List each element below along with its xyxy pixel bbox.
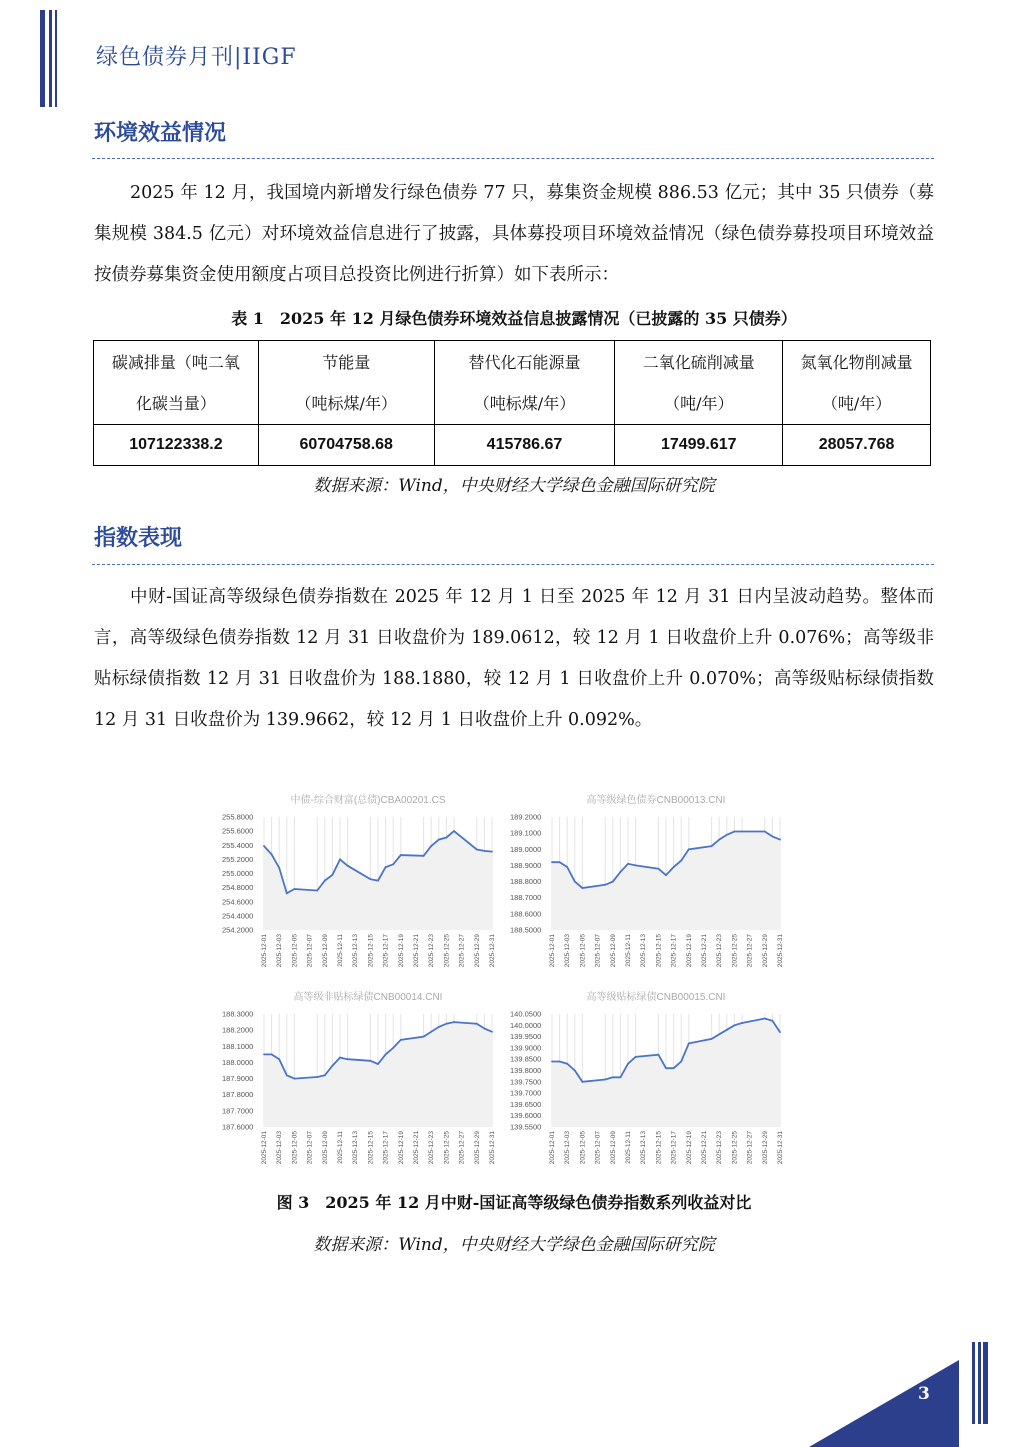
x-tick-label: 2025-12-07 xyxy=(306,934,314,968)
x-tick-label: 2025-12-19 xyxy=(397,1131,405,1165)
y-tick-label: 188.1000 xyxy=(222,1041,254,1051)
table-row xyxy=(94,425,931,466)
y-tick-label: 139.5500 xyxy=(510,1122,542,1132)
table-header-cell: 碳减排量（吨二氧 化碳当量） xyxy=(94,341,259,425)
data-point xyxy=(423,1036,425,1038)
data-point xyxy=(263,1053,265,1055)
data-point xyxy=(332,874,334,876)
x-tick-label: 2025-12-05 xyxy=(291,934,299,968)
data-point xyxy=(582,1081,584,1083)
x-tick-label: 2025-12-17 xyxy=(382,934,390,968)
data-point xyxy=(711,1038,713,1040)
x-tick-label: 2025-12-03 xyxy=(276,1131,284,1165)
data-point xyxy=(612,1076,614,1078)
x-tick-label: 2025-12-21 xyxy=(413,1131,420,1165)
data-point xyxy=(726,1029,728,1031)
x-tick-label: 2025-12-03 xyxy=(564,934,572,968)
data-point xyxy=(438,1026,440,1028)
data-point xyxy=(779,1031,781,1033)
x-tick-label: 2025-12-25 xyxy=(443,1131,451,1165)
data-point xyxy=(718,839,720,841)
section-divider xyxy=(92,564,934,565)
data-point xyxy=(741,831,743,833)
data-point xyxy=(559,861,561,863)
y-tick-label: 139.6500 xyxy=(510,1099,542,1109)
table-header-cell: 节能量 （吨标煤/年） xyxy=(258,341,434,425)
y-tick-label: 139.9500 xyxy=(510,1032,542,1042)
data-point xyxy=(271,1053,273,1055)
x-tick-label: 2025-12-31 xyxy=(777,1131,784,1165)
data-point xyxy=(718,1033,720,1035)
x-tick-label: 2025-12-07 xyxy=(306,1131,314,1165)
chart-cnb00013 xyxy=(508,790,790,985)
x-tick-label: 2025-12-31 xyxy=(489,934,496,968)
y-tick-label: 255.8000 xyxy=(222,812,254,822)
data-point xyxy=(476,849,478,851)
data-point xyxy=(430,1031,432,1033)
y-tick-label: 139.9000 xyxy=(510,1043,542,1053)
y-tick-label: 189.2000 xyxy=(510,812,542,822)
data-point xyxy=(316,890,318,892)
data-point xyxy=(779,839,781,841)
data-point xyxy=(263,845,265,847)
chart-title: 高等级贴标绿债CNB00015.CNI xyxy=(586,992,726,1003)
y-tick-label: 139.8500 xyxy=(510,1054,542,1064)
footer-corner-decoration xyxy=(809,1337,1024,1447)
data-point xyxy=(400,1039,402,1041)
x-tick-label: 2025-12-25 xyxy=(443,934,451,968)
x-tick-label: 2025-12-13 xyxy=(352,934,360,968)
table-cell: 60704758.68 xyxy=(258,425,434,466)
data-point xyxy=(551,1061,553,1063)
data-point xyxy=(582,887,584,889)
page-number: 3 xyxy=(918,1384,930,1404)
x-tick-label: 2025-12-19 xyxy=(685,1131,693,1165)
data-point xyxy=(484,1028,486,1030)
x-tick-label: 2025-12-01 xyxy=(549,1131,556,1165)
data-point xyxy=(726,834,728,836)
data-point xyxy=(377,880,379,882)
x-tick-label: 2025-12-29 xyxy=(761,934,769,968)
y-tick-label: 188.3000 xyxy=(222,1009,254,1019)
y-tick-label: 139.7000 xyxy=(510,1088,542,1098)
footer-bar xyxy=(978,1342,981,1424)
data-point xyxy=(339,1057,341,1059)
data-point xyxy=(566,866,568,868)
data-point xyxy=(377,1063,379,1065)
chart-title: 中债-综合财富(总债)CBA00201.CS xyxy=(290,795,446,806)
data-point xyxy=(612,881,614,883)
x-tick-label: 2025-12-17 xyxy=(670,934,678,968)
data-point xyxy=(764,1018,766,1020)
y-tick-label: 187.6000 xyxy=(222,1122,254,1132)
x-tick-label: 2025-12-29 xyxy=(761,1131,769,1165)
data-point xyxy=(278,1058,280,1060)
environment-benefit-table xyxy=(93,340,931,466)
data-point xyxy=(370,878,372,880)
data-point xyxy=(286,1074,288,1076)
x-tick-label: 2025-12-05 xyxy=(579,934,587,968)
x-tick-label: 2025-12-19 xyxy=(397,934,405,968)
figure-caption: 图 3 2025 年 12 月中财-国证高等级绿色债券指数系列收益对比 xyxy=(276,1193,752,1212)
y-tick-label: 188.7000 xyxy=(510,893,542,903)
x-tick-label: 2025-12-15 xyxy=(655,934,663,968)
data-point xyxy=(324,1074,326,1076)
data-point xyxy=(658,868,660,870)
y-tick-label: 254.4000 xyxy=(222,911,254,921)
x-tick-label: 2025-12-07 xyxy=(594,1131,602,1165)
x-tick-label: 2025-12-19 xyxy=(685,934,693,968)
y-tick-label: 139.8000 xyxy=(510,1066,542,1075)
data-point xyxy=(271,854,273,856)
y-tick-label: 188.5000 xyxy=(510,925,542,935)
chart-cnb00014 xyxy=(220,987,502,1182)
x-tick-label: 2025-12-23 xyxy=(428,934,436,968)
x-tick-label: 2025-12-11 xyxy=(625,1131,632,1164)
x-tick-label: 2025-12-09 xyxy=(321,1131,329,1165)
data-point xyxy=(385,1053,387,1055)
x-tick-label: 2025-12-25 xyxy=(731,1131,739,1165)
x-tick-label: 2025-12-23 xyxy=(428,1131,436,1165)
data-point xyxy=(635,865,637,867)
table-cell: 28057.768 xyxy=(783,425,931,466)
table-header-cell: 替代化石能源量 （吨标煤/年） xyxy=(434,341,615,425)
y-tick-label: 254.6000 xyxy=(222,897,254,907)
x-tick-label: 2025-12-11 xyxy=(337,1131,344,1164)
data-point xyxy=(294,888,296,890)
x-tick-label: 2025-12-15 xyxy=(367,934,375,968)
data-point xyxy=(680,1061,682,1063)
y-tick-label: 255.2000 xyxy=(222,854,254,864)
data-point xyxy=(566,1063,568,1065)
data-point xyxy=(574,1070,576,1072)
data-point xyxy=(604,884,606,886)
data-point xyxy=(385,866,387,868)
paragraph-index-text: 中财-国证高等级绿色债券指数在 2025 年 12 月 1 日至 2025 年 12 月 31 日内呈波动趋势。整体而言，高等级绿色债券指数 12 月 31 日收盘价为 189.0612，较 12 月 1 日收盘价上升 0.076%；高等级非贴标绿债指数 12 月 31 日收盘价为 188.1880，较 12 月 1 日收盘价上升 0.070%；高等级贴标绿债指数 12 月 31 日收盘价为 139.9662，较 12 月 1 日收盘价上升 0.092%。 xyxy=(94,587,934,730)
paragraph-environment xyxy=(94,173,934,296)
y-tick-label: 255.4000 xyxy=(222,840,254,850)
x-tick-label: 2025-12-23 xyxy=(716,934,724,968)
data-point xyxy=(446,1023,448,1025)
x-tick-label: 2025-12-17 xyxy=(670,1131,678,1165)
footer-bar xyxy=(972,1342,975,1424)
x-tick-label: 2025-12-21 xyxy=(701,934,708,968)
header-decoration-bars xyxy=(40,10,60,107)
data-point xyxy=(620,1076,622,1078)
data-point xyxy=(688,1042,690,1044)
x-tick-label: 2025-12-31 xyxy=(489,1131,496,1165)
data-point xyxy=(316,1076,318,1078)
data-point xyxy=(673,866,675,868)
chart-title: 高等级绿色债券CNB00013.CNI xyxy=(586,795,726,806)
data-point xyxy=(665,874,667,876)
data-point xyxy=(347,865,349,867)
x-tick-label: 2025-12-05 xyxy=(291,1131,299,1165)
data-point xyxy=(392,1047,394,1049)
x-tick-label: 2025-12-15 xyxy=(655,1131,663,1165)
section-title-index: 指数表现 xyxy=(94,525,183,551)
data-point xyxy=(627,863,629,865)
y-tick-label: 188.2000 xyxy=(222,1025,254,1035)
x-tick-label: 2025-12-17 xyxy=(382,1131,390,1165)
data-point xyxy=(423,855,425,857)
table-cell: 107122338.2 xyxy=(94,425,259,466)
data-point xyxy=(491,851,493,853)
data-point xyxy=(453,1021,455,1023)
x-tick-label: 2025-12-29 xyxy=(473,1131,481,1165)
data-point xyxy=(400,854,402,856)
paragraph-environment-text: 2025 年 12 月，我国境内新增发行绿色债券 77 只，募集资金规模 886.53 亿元；其中 35 只债券（募集规模 384.5 亿元）对环境效益信息进行了披露，具体募投项目环境效益情况（绿色债券募投项目环境效益按债券募集资金使用额度占项目总投资比例进行折算）如下表所示： xyxy=(94,183,934,285)
y-tick-label: 140.0000 xyxy=(510,1020,542,1030)
figure-source: 数据来源：Wind，中央财经大学绿色金融国际研究院 xyxy=(313,1235,715,1255)
y-tick-label: 140.0500 xyxy=(510,1009,542,1019)
y-tick-label: 187.7000 xyxy=(222,1106,254,1116)
data-point xyxy=(438,839,440,841)
chart-title: 高等级非贴标绿债CNB00014.CNI xyxy=(293,992,443,1003)
x-tick-label: 2025-12-01 xyxy=(261,934,268,968)
x-tick-label: 2025-12-09 xyxy=(321,934,329,968)
x-tick-label: 2025-12-11 xyxy=(337,934,344,967)
x-tick-label: 2025-12-13 xyxy=(640,934,648,968)
x-tick-label: 2025-12-21 xyxy=(413,934,420,968)
y-tick-label: 187.9000 xyxy=(222,1074,254,1084)
x-tick-label: 2025-12-01 xyxy=(261,1131,268,1165)
y-tick-label: 188.6000 xyxy=(510,909,542,919)
y-tick-label: 187.8000 xyxy=(222,1090,254,1100)
data-point xyxy=(294,1078,296,1080)
data-point xyxy=(680,860,682,862)
x-tick-label: 2025-12-09 xyxy=(609,934,617,968)
y-tick-label: 255.0000 xyxy=(222,869,254,878)
y-tick-label: 189.0000 xyxy=(510,844,542,854)
y-tick-label: 255.6000 xyxy=(222,826,254,836)
x-tick-label: 2025-12-23 xyxy=(716,1131,724,1165)
data-point xyxy=(574,881,576,883)
data-point xyxy=(476,1023,478,1025)
data-point xyxy=(688,848,690,850)
x-tick-label: 2025-12-01 xyxy=(549,934,556,968)
data-point xyxy=(658,1054,660,1056)
data-point xyxy=(339,858,341,860)
data-point xyxy=(772,1020,774,1022)
data-point xyxy=(772,835,774,837)
data-point xyxy=(734,831,736,833)
data-point xyxy=(559,1061,561,1063)
data-point xyxy=(278,867,280,869)
data-point xyxy=(673,1067,675,1069)
x-tick-label: 2025-12-05 xyxy=(579,1131,587,1165)
x-tick-label: 2025-12-13 xyxy=(640,1131,648,1165)
data-point xyxy=(286,892,288,894)
table-caption: 表 1 2025 年 12 月绿色债券环境效益信息披露情况（已披露的 35 只债券） xyxy=(231,309,797,328)
x-tick-label: 2025-12-31 xyxy=(777,934,784,968)
data-point xyxy=(627,1063,629,1065)
section-title-environment: 环境效益情况 xyxy=(94,120,227,146)
y-tick-label: 189.1000 xyxy=(510,828,542,838)
data-point xyxy=(324,880,326,882)
data-point xyxy=(491,1031,493,1033)
table-header-cell: 氮氧化物削减量 （吨/年） xyxy=(783,341,931,425)
x-tick-label: 2025-12-09 xyxy=(609,1131,617,1165)
x-tick-label: 2025-12-15 xyxy=(367,1131,375,1165)
x-tick-label: 2025-12-27 xyxy=(458,934,466,968)
x-tick-label: 2025-12-25 xyxy=(731,934,739,968)
data-point xyxy=(665,1067,667,1069)
y-tick-label: 254.8000 xyxy=(222,883,254,893)
data-point xyxy=(332,1065,334,1067)
x-tick-label: 2025-12-11 xyxy=(625,934,632,967)
y-tick-label: 254.2000 xyxy=(222,925,254,935)
data-point xyxy=(347,1058,349,1060)
footer-bar xyxy=(983,1342,988,1424)
data-point xyxy=(604,1079,606,1081)
section-divider xyxy=(92,158,934,159)
table-header-row xyxy=(94,341,931,425)
data-point xyxy=(446,837,448,839)
x-tick-label: 2025-12-21 xyxy=(701,1131,708,1165)
table-source: 数据来源：Wind，中央财经大学绿色金融国际研究院 xyxy=(313,476,715,496)
table-cell: 415786.67 xyxy=(434,425,615,466)
x-tick-label: 2025-12-03 xyxy=(276,934,284,968)
data-point xyxy=(370,1060,372,1062)
y-tick-label: 139.7500 xyxy=(510,1077,542,1087)
x-tick-label: 2025-12-03 xyxy=(564,1131,572,1165)
chart-cnb00015 xyxy=(508,987,790,1182)
table-header-cell: 二氧化硫削减量 （吨/年） xyxy=(615,341,783,425)
x-tick-label: 2025-12-27 xyxy=(458,1131,466,1165)
x-tick-label: 2025-12-27 xyxy=(746,934,754,968)
data-point xyxy=(551,861,553,863)
data-point xyxy=(734,1024,736,1026)
data-point xyxy=(392,863,394,865)
data-point xyxy=(741,1022,743,1024)
x-tick-label: 2025-12-29 xyxy=(473,934,481,968)
x-tick-label: 2025-12-07 xyxy=(594,934,602,968)
data-point xyxy=(635,1056,637,1058)
data-point xyxy=(620,871,622,873)
data-point xyxy=(711,845,713,847)
y-tick-label: 188.0000 xyxy=(222,1057,254,1067)
data-point xyxy=(430,845,432,847)
data-point xyxy=(484,850,486,852)
data-point xyxy=(764,831,766,833)
paragraph-index xyxy=(94,577,934,741)
x-tick-label: 2025-12-27 xyxy=(746,1131,754,1165)
x-tick-label: 2025-12-13 xyxy=(352,1131,360,1165)
y-tick-label: 139.6000 xyxy=(510,1111,542,1121)
table-cell: 17499.617 xyxy=(615,425,783,466)
header-title: 绿色债券月刊|IIGF xyxy=(96,45,297,70)
data-point xyxy=(453,830,455,832)
y-tick-label: 188.9000 xyxy=(510,860,542,870)
y-tick-label: 188.8000 xyxy=(510,877,542,887)
chart-cba00201 xyxy=(220,790,502,985)
